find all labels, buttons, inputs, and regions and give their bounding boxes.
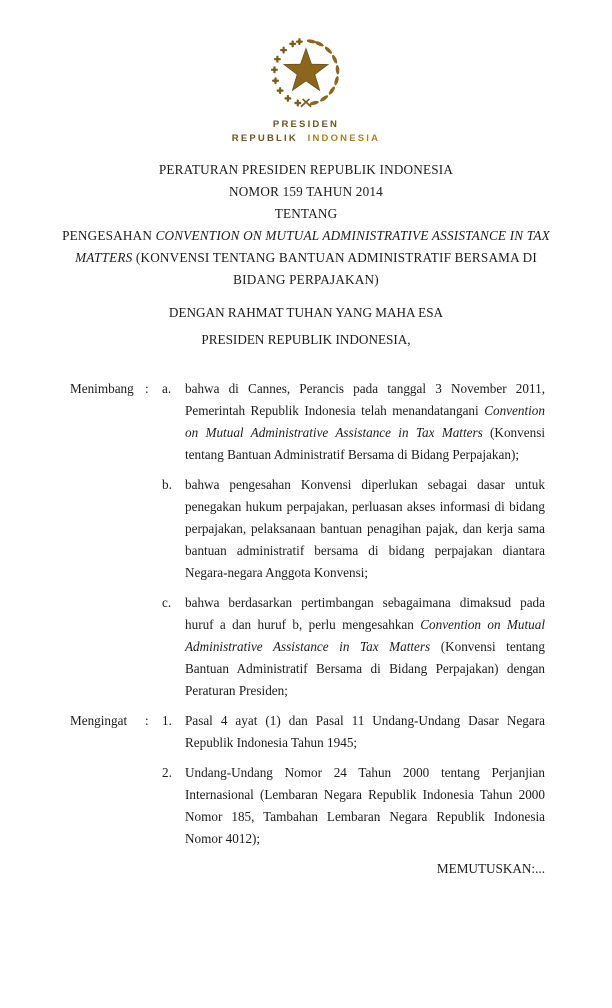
authority: PRESIDEN REPUBLIK INDONESIA, bbox=[201, 332, 411, 347]
item-text-before: bahwa pengesahan Konvensi diperlukan sebagai dasar untuk penegakan hukum perpajakan, perluasan akses informasi di bidang perpajakan, pelaksanaan bantuan penagihan pajak, dan kerja sama bantuan administratif bersama di bidang perpajakan diantara Negara-negara Anggota Konvensi; bbox=[185, 477, 545, 580]
title-subject bbox=[62, 225, 550, 291]
mengingat-item-1 bbox=[70, 710, 545, 754]
letterhead-line2 bbox=[232, 132, 380, 146]
item-marker: 2. bbox=[162, 765, 172, 780]
menimbang-item-a bbox=[70, 378, 545, 466]
item-text-before: Pasal 4 ayat (1) dan Pasal 11 Undang-Undang Dasar Negara Republik Indonesia Tahun 1945; bbox=[185, 713, 545, 750]
menimbang-label: Menimbang bbox=[70, 381, 134, 396]
letterhead-indonesia: INDONESIA bbox=[307, 133, 381, 144]
subject-line-3: BIDANG PERPAJAKAN) bbox=[233, 272, 379, 287]
letterhead-republik: REPUBLIK bbox=[231, 133, 298, 144]
menimbang-item-c bbox=[70, 592, 545, 702]
item-text bbox=[185, 762, 545, 850]
letterhead-line1: PRESIDEN bbox=[272, 119, 340, 130]
item-marker: c. bbox=[162, 595, 172, 610]
item-marker: a. bbox=[162, 381, 172, 396]
menimbang-colon: : bbox=[145, 381, 149, 396]
item-marker: b. bbox=[162, 477, 172, 492]
item-text bbox=[185, 710, 545, 754]
item-marker: 1. bbox=[162, 713, 172, 728]
item-text-before: bahwa di Cannes, Perancis pada tanggal 3 November 2011, Pemerintah Republik Indonesia telah menandatangani bbox=[185, 381, 545, 418]
title-line-2: NOMOR 159 TAHUN 2014 bbox=[228, 184, 383, 199]
subject-normal-2: (KONVENSI TENTANG BANTUAN ADMINISTRATIF BERSAMA DI bbox=[132, 250, 537, 265]
item-text-italic: Convention on Mutual Administrative Assistance in Tax Matters bbox=[185, 403, 545, 440]
item-text-after: (Konvensi tentang Bantuan Administratif Bersama di Bidang Perpajakan) dengan Peraturan Presiden; bbox=[185, 639, 545, 698]
mengingat-item-2 bbox=[70, 762, 545, 850]
item-text-italic: Convention on Mutual Administrative Assistance in Tax Matters bbox=[185, 617, 545, 654]
doc-title bbox=[62, 159, 550, 291]
item-text-after: (Konvensi tentang Bantuan Administratif Bersama di Bidang Perpajakan); bbox=[185, 425, 545, 462]
subject-line-2 bbox=[62, 247, 550, 269]
title-line-1: PERATURAN PRESIDEN REPUBLIK INDONESIA bbox=[158, 162, 454, 177]
item-text-before: Undang-Undang Nomor 24 Tahun 2000 tentang Perjanjian Internasional (Lembaran Negara Republik Indonesia Tahun 2000 Nomor 185, Tambahan Lembaran Negara Republik Indonesia Nomor 4012); bbox=[185, 765, 545, 846]
subject-italic-1: CONVENTION ON MUTUAL ADMINISTRATIVE ASSISTANCE IN TAX bbox=[155, 228, 550, 243]
item-text bbox=[185, 378, 545, 466]
decision-catchword: MEMUTUSKAN:... bbox=[436, 861, 545, 876]
menimbang-item-b bbox=[70, 474, 545, 584]
subject-prefix: PENGESAHAN bbox=[62, 228, 156, 243]
title-line-3: TENTANG bbox=[274, 206, 338, 221]
subject-line-1 bbox=[62, 225, 550, 247]
item-text bbox=[185, 474, 545, 584]
invocation: DENGAN RAHMAT TUHAN YANG MAHA ESA bbox=[168, 305, 444, 320]
letterhead bbox=[232, 118, 380, 146]
item-text-before: bahwa berdasarkan pertimbangan sebagaimana dimaksud pada huruf a dan huruf b, perlu mengesahkan bbox=[185, 595, 545, 632]
mengingat-label: Mengingat bbox=[70, 713, 128, 728]
item-text bbox=[185, 592, 545, 702]
mengingat-colon: : bbox=[145, 713, 149, 728]
preamble-clauses bbox=[0, 378, 612, 850]
subject-italic-2: MATTERS bbox=[75, 250, 133, 265]
presidential-seal-icon bbox=[259, 34, 353, 111]
